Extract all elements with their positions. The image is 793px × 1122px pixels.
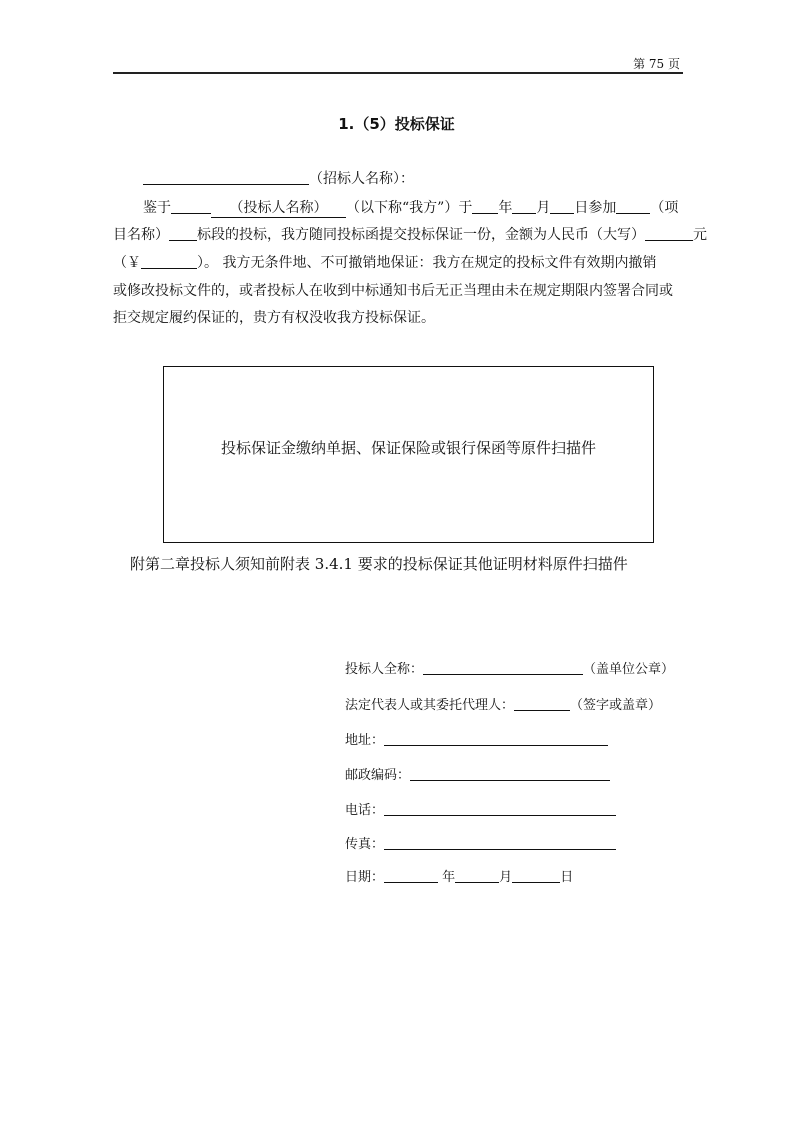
addressee-line — [143, 168, 414, 188]
bidder-name-row: 投标人全称： （盖单位公章） — [345, 658, 674, 677]
paragraph-line-2: 目名称） 标段的投标，我方随同投标函提交投标保证一份，金额为人民币（大写） 元 — [113, 227, 707, 243]
paragraph-line-1: 鉴于 （投标人名称） （以下称“我方”）于 年 月 日参加 （项 — [143, 197, 678, 218]
year-blank[interactable] — [472, 198, 498, 214]
date-month-field[interactable] — [455, 867, 499, 883]
phone-row: 电话： — [345, 799, 616, 818]
date-row: 日期： 年 月 日 — [345, 866, 573, 885]
amount-words-blank[interactable] — [645, 225, 693, 241]
bidder-name-field[interactable] — [423, 659, 583, 675]
representative-row: 法定代表人或其委托代理人： （签字或盖章） — [345, 694, 661, 713]
paragraph-line-4: 或修改投标文件的，或者投标人在收到中标通知书后无正当理由未在规定期限内签署合同或 — [113, 283, 673, 299]
attachment-caption: 附第二章投标人须知前附表 3.4.1 要求的投标保证其他证明材料原件扫描件 — [130, 555, 628, 573]
date-year-field[interactable] — [384, 867, 438, 883]
paragraph-line-3: （￥ ）。 我方无条件地、不可撤销地保证：我方在规定的投标文件有效期内撤销 — [113, 255, 657, 271]
day-blank[interactable] — [550, 198, 574, 214]
blank[interactable] — [171, 198, 211, 214]
scan-placeholder-box — [163, 366, 654, 543]
project-blank[interactable] — [616, 198, 650, 214]
representative-field[interactable] — [514, 695, 570, 711]
paragraph-line-5: 拒交规定履约保证的，贵方有权没收我方投标保证。 — [113, 310, 435, 326]
address-row: 地址： — [345, 729, 608, 748]
section-blank[interactable] — [169, 225, 197, 241]
postcode-row: 邮政编码： — [345, 764, 610, 783]
date-day-field[interactable] — [512, 867, 560, 883]
fax-row: 传真： — [345, 833, 616, 852]
page-number: 第 75 页 — [633, 57, 680, 71]
month-blank[interactable] — [512, 198, 536, 214]
phone-field[interactable] — [384, 800, 616, 816]
tenderer-name-blank[interactable] — [143, 169, 309, 185]
addressee-suffix: （招标人名称）： — [309, 171, 414, 187]
bidder-name-blank[interactable]: （投标人名称） — [211, 197, 346, 218]
amount-figures-blank[interactable] — [141, 253, 197, 269]
header-rule — [113, 72, 683, 74]
postcode-field[interactable] — [410, 765, 610, 781]
scan-placeholder-text: 投标保证金缴纳单据、保证保险或银行保函等原件扫描件 — [220, 439, 596, 457]
address-field[interactable] — [384, 730, 608, 746]
page-title: 1.（5）投标保证 — [338, 115, 455, 133]
fax-field[interactable] — [384, 834, 616, 850]
